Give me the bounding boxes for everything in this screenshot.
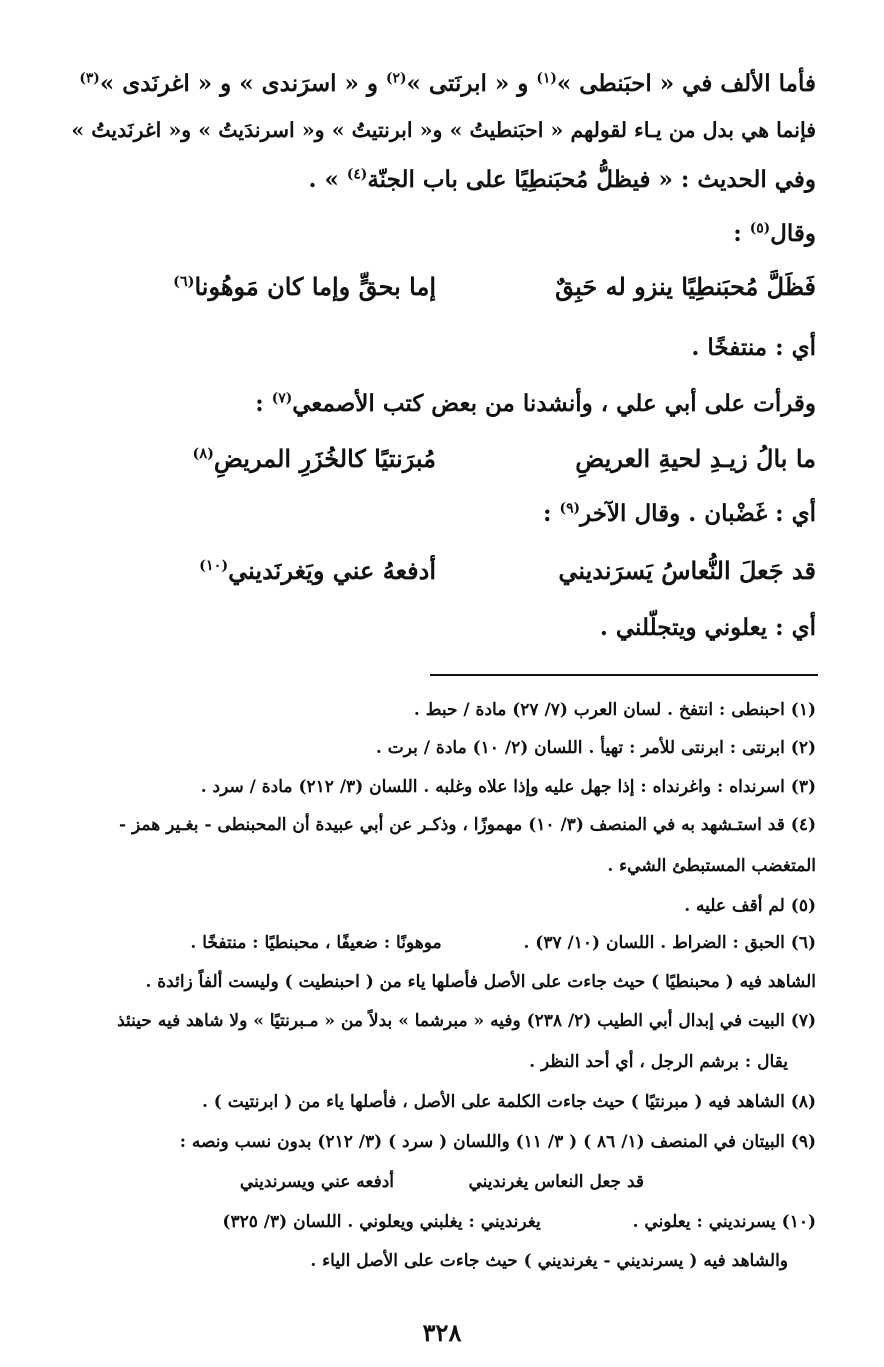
footnote-1: (١) احبنطى : انتفخ . لسان العرب (٧/ ٢٧) مادة / حبط . [413, 700, 816, 720]
footnote-7-line-2: يقال : برشم الرجل ، أي أحد النظر . [529, 1052, 788, 1072]
body-line-7: أي : غَضْبان . وقال الآخر$^{(٩)}$ : [543, 500, 816, 527]
body-line-5: أي : منتفخًا . [691, 334, 816, 361]
verse-3-first-hemistich: قد جَعلَ النُّعاسُ يَسرَنديني [558, 556, 816, 585]
footnote-10-part-b: يغرنديني : يغلبني ويعلوني . اللسان (٣/ ٣٢٥) [222, 1212, 541, 1232]
footnote-7-line-1: (٧) البيت في إبدال أبي الطيب (٢/ ٢٣٨) وفيه « مبرشما » بدلاً من « مـبرنتيًا » ولا شاهد فيه حينئذ [117, 1011, 816, 1031]
verse-2-second-hemistich: مُبرَنتيًا كالخُزَرِ المريضِ$^{(٨)}$ [192, 444, 436, 473]
body-line-3: وفي الحديث : « فيظلُّ مُحبَنطِيًا على باب الجنّة$^{(٤)}$ » . [308, 166, 816, 193]
footnote-6-part-b: موهونًا : ضعيفًا ، محبنطيًا : منتفخًا . [190, 933, 442, 953]
footnote-8: (٨) الشاهد فيه ( مبرنتيًا ) حيث جاءت الكلمة على الأصل ، فأصلها ياء من ( ابرنتيت ) . [201, 1092, 816, 1112]
footnote-6-line-1 [68, 933, 816, 953]
footnote-10-line-1 [68, 1212, 816, 1232]
body-line-8: أي : يعلوني ويتجلّلني . [599, 614, 816, 641]
footnote-4-line-1: (٤) قد استـشهد به في المنصف (٣/ ١٠) مهموزًا ، وذكـر عن أبي عبيدة أن المحبنطى - بغـير همز - [119, 815, 816, 835]
footnote-9: (٩) البيتان في المنصف (١/ ٨٦ ) ( ٣/ ١١) واللسان ( سرد ) (٣/ ٢١٢) بدون نسب ونصه : [179, 1132, 816, 1152]
footnote-10-line-2: والشاهد فيه ( يسرنديني - يغرنديني ) حيث جاءت على الأصل الياء . [310, 1251, 788, 1271]
footnote-divider [430, 674, 818, 676]
footnote-10-part-a: (١٠) يسرنديني : يعلوني . [632, 1212, 816, 1232]
footnote-4-line-2: المتغضب المستبطئ الشيء . [607, 856, 816, 876]
verse-1-first-hemistich: فَظَلَّ مُحبَنطِيًا ينزو له حَبِقٌ [555, 272, 816, 301]
verse-1-second-hemistich: إما بحقٍّ وإما كان مَوهُونا$^{(٦)}$ [173, 272, 436, 301]
footnote-9-verse-first: قد جعل النعاس يغرنديني [468, 1172, 644, 1192]
verse-2-first-hemistich: ما بالُ زيـدِ لحيةِ العريضِ [575, 444, 816, 473]
body-line-6: وقرأت على أبي علي ، وأنشدنا من بعض كتب الأصمعي$^{(٧)}$ : [255, 390, 816, 417]
body-line-1: فأما الألف في « احبَنطى »$^{(١)}$ و « ابرنَتى »$^{(٢)}$ و « اسرَندى » و « اغرنَدى »$^{(٣)}$ [79, 70, 816, 97]
body-line-2: فإنما هي بدل من يـاء لقولهم « احبَنطيتُ » و« ابرنتيتُ » و« اسرندَيتُ » و« اغرنَديتُ » [71, 118, 816, 142]
footnote-9-verse-second: أدفعه عني ويسرنديني [239, 1172, 394, 1192]
footnote-3: (٣) اسرنداه : واغرنداه : إذا جهل عليه وإذا علاه وغلبه . اللسان (٣/ ٢١٢) مادة / سرد . [200, 777, 816, 797]
footnote-5: (٥) لم أقف عليه . [684, 896, 816, 916]
body-line-4: وقال$^{(٥)}$ : [733, 220, 816, 247]
page-number: ٣٢٨ [422, 1318, 462, 1347]
footnote-6-part-a: (٦) الحبق : الضراط . اللسان (١٠/ ٣٧) . [523, 933, 816, 953]
verse-3-second-hemistich: أدفعهُ عني ويَغرنَديني$^{(١٠)}$ [199, 556, 436, 585]
footnote-2: (٢) ابرنتى : ابرنتى للأمر : تهيأ . اللسان (٢/ ١٠) مادة / برت . [375, 738, 816, 758]
footnote-6-line-2: الشاهد فيه ( محبنطيًا ) حيث جاءت على الأصل فأصلها ياء من ( احبنطيت ) وليست ألفاً زائدة . [145, 972, 816, 992]
